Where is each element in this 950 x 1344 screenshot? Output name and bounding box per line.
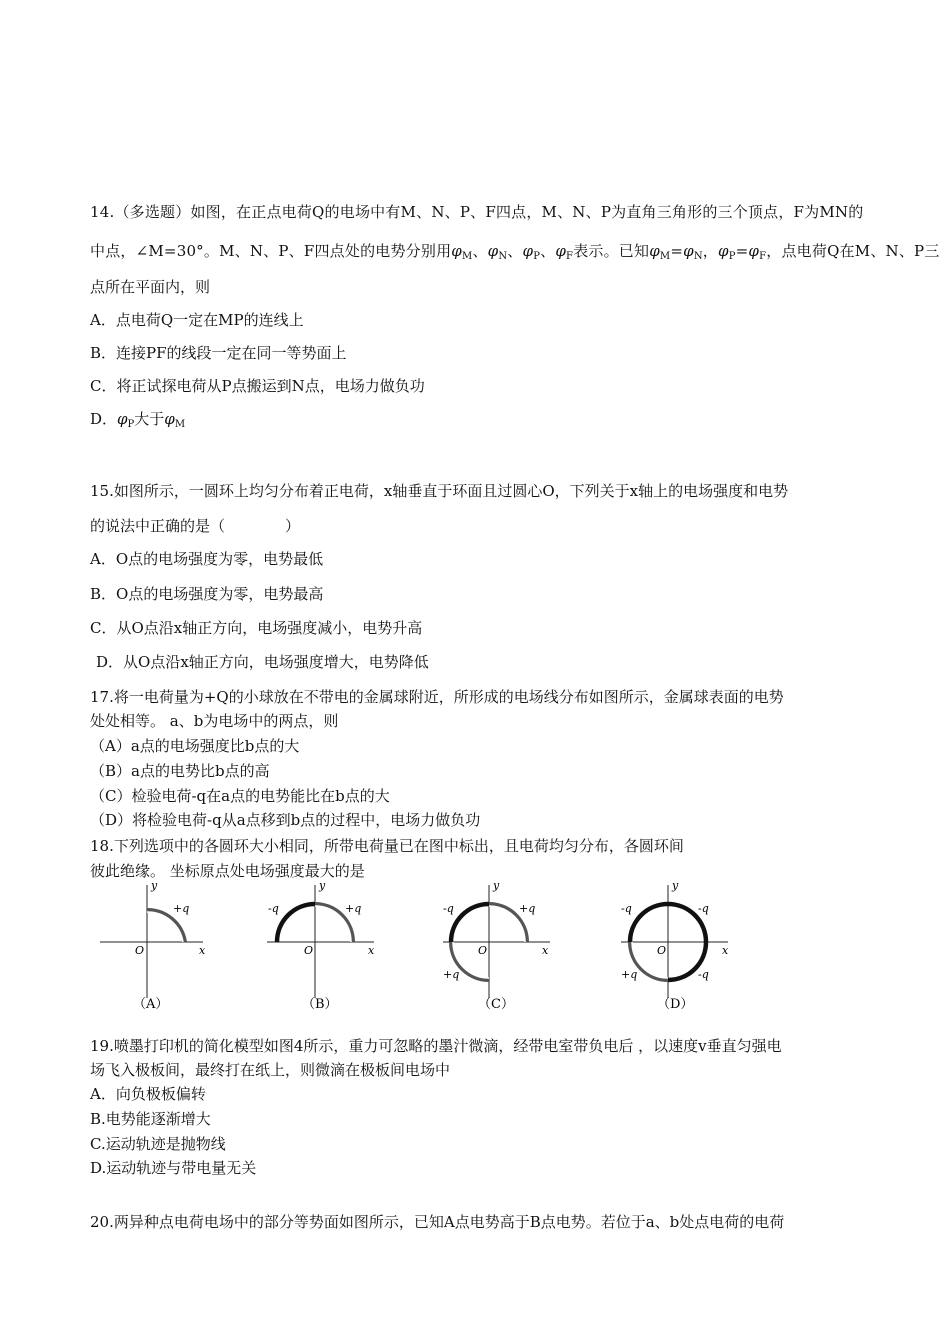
q18-figure-a <box>95 880 215 1015</box>
q14-option-b: B．连接PF的线段一定在同一等势面上 <box>90 344 347 362</box>
q18-figure-d <box>616 880 736 1015</box>
y-label: y <box>672 880 679 892</box>
pos-charge-label: +q <box>519 902 536 915</box>
q14-option-d: D．$\varphi_P$大于$\varphi_M$ <box>90 410 186 430</box>
q14-stem-line3: 点所在平面内，则 <box>90 278 211 296</box>
q15-stem-line2: 的说法中正确的是（ ） <box>90 517 301 535</box>
x-label: x <box>542 944 549 957</box>
neg-charge-label: -q <box>268 902 279 915</box>
caption-c: （C） <box>478 997 514 1012</box>
q15-option-c: C．从O点沿x轴正方向，电场强度减小，电势升高 <box>90 619 423 637</box>
q18-figure-c <box>438 880 558 1015</box>
y-label: y <box>493 880 500 892</box>
q17-option-b: （B）a点的电势比b点的高 <box>90 762 270 780</box>
neg-charge-label-3: -q <box>698 968 709 981</box>
neg-charge-label: -q <box>621 902 632 915</box>
caption-b: （B） <box>302 997 338 1012</box>
q14-stem-line1: 14.（多选题）如图，在正点电荷Q的电场中有M、N、P、F四点，M、N、P为直角三角形的三个顶点，F为MN的 <box>90 203 864 221</box>
neg-charge-label: -q <box>443 902 454 915</box>
q14-option-a: A．点电荷Q一定在MP的连线上 <box>90 311 304 329</box>
q19-option-d: D.运动轨迹与带电量无关 <box>90 1159 257 1177</box>
pos-charge-label: +q <box>621 968 638 981</box>
caption-a: （A） <box>133 997 169 1012</box>
origin-label: O <box>657 944 667 957</box>
y-label: y <box>151 880 158 892</box>
x-label: x <box>722 944 729 957</box>
q17-option-d: （D）将检验电荷-q从a点移到b点的过程中，电场力做负功 <box>90 811 481 829</box>
q15-stem-line1: 15.如图所示，一圆环上均匀分布着正电荷，x轴垂直于环面且过圆心O，下列关于x轴上的电场强度和电势 <box>90 482 789 500</box>
neg-charge-label-2: -q <box>698 902 709 915</box>
q19-option-a: A．向负极板偏转 <box>90 1085 206 1103</box>
pos-charge-label-2: +q <box>443 968 460 981</box>
q19-stem-line1: 19.喷墨打印机的简化模型如图4所示，重力可忽略的墨汁微滴，经带电室带负电后 ，以速度v垂直匀强电 <box>90 1037 782 1055</box>
pos-charge-label: +q <box>345 902 362 915</box>
origin-label: O <box>304 944 314 957</box>
q18-stem-line1: 18.下列选项中的各圆环大小相同，所带电荷量已在图中标出，且电荷均匀分布，各圆环间 <box>90 837 684 855</box>
charge-label: +q <box>173 902 190 915</box>
x-label: x <box>368 944 375 957</box>
q17-option-c: （C）检验电荷-q在a点的电势能比在b点的大 <box>90 787 390 805</box>
q17-stem-line2: 处处相等。 a、b为电场中的两点，则 <box>90 712 339 730</box>
q17-option-a: （A）a点的电场强度比b点的大 <box>90 737 300 755</box>
y-label: y <box>319 880 326 892</box>
q19-option-b: B.电势能逐渐增大 <box>90 1110 211 1128</box>
q19-option-c: C.运动轨迹是抛物线 <box>90 1135 226 1153</box>
q14-stem-line2: 中点，∠M=30°。M、N、P、F四点处的电势分别用$\varphi_M$、$\varphi_N$、$\varphi_P$、$\varphi_F$表示。已知$\varphi_M=\varphi_N$，$\varphi_P=\varphi_F$，点电荷Q在M、N、P三 <box>90 242 940 262</box>
q18-stem-line2: 彼此绝缘。 坐标原点处电场强度最大的是 <box>90 862 365 880</box>
q15-option-a: A．O点的电场强度为零，电势最低 <box>90 550 324 568</box>
x-label: x <box>199 944 206 957</box>
q14-option-c: C．将正试探电荷从P点搬运到N点，电场力做负功 <box>90 377 425 395</box>
q20-stem-line1: 20.两异种点电荷电场中的部分等势面如图所示，已知A点电势高于B点电势。若位于a、b处点电荷的电荷 <box>90 1213 785 1231</box>
q17-stem-line1: 17.将一电荷量为+Q的小球放在不带电的金属球附近，所形成的电场线分布如图所示，金属球表面的电势 <box>90 688 784 706</box>
q15-option-b: B．O点的电场强度为零，电势最高 <box>90 585 324 603</box>
q18-figure-b <box>262 880 382 1015</box>
origin-label: O <box>135 944 145 957</box>
origin-label: O <box>478 944 488 957</box>
caption-d: （D） <box>657 997 694 1012</box>
q19-stem-line2: 场飞入极板间，最终打在纸上，则微滴在极板间电场中 <box>90 1061 451 1079</box>
q15-option-d: D．从O点沿x轴正方向，电场强度增大，电势降低 <box>96 653 429 671</box>
